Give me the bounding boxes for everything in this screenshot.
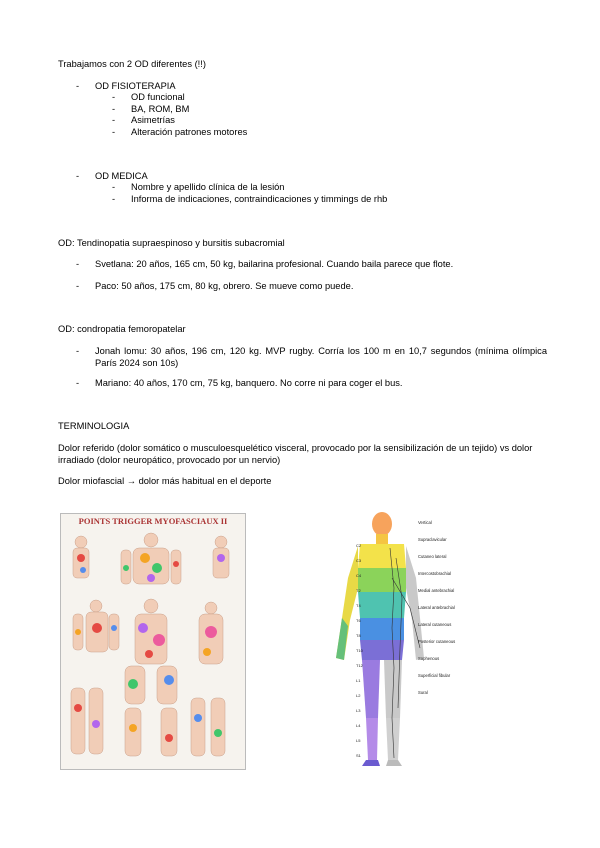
od-medica-title: OD MEDICA xyxy=(95,171,148,181)
bullet-dash: - xyxy=(76,378,80,388)
dermatome-code: L4 xyxy=(356,723,361,728)
case1-heading: OD: Tendinopatia supraespinoso y bursitis subacromial xyxy=(58,238,285,248)
case2-item: Jonah lomu: 30 años, 196 cm, 120 kg. MVP rugby. Corría los 100 m en 10,7 segundos (mínima olímpica París 2024 son 10s) xyxy=(95,346,547,368)
dermatome-code: S1 xyxy=(356,753,361,758)
od-fisio-item: BA, ROM, BM xyxy=(131,104,190,114)
od-fisio-title: OD FISIOTERAPIA xyxy=(95,81,176,91)
case1-item: Svetlana: 20 años, 165 cm, 50 kg, bailarina profesional. Cuando baila parece que flote. xyxy=(95,259,454,269)
bullet-dash: - xyxy=(112,115,116,125)
od-medica-item: Nombre y apellido clínica de la lesión xyxy=(131,182,285,192)
bullet-dash: - xyxy=(112,182,116,192)
trigger-points-chart xyxy=(60,513,246,770)
case2-item: Mariano: 40 años, 170 cm, 75 kg, banquero. No corre ni para coger el bus. xyxy=(95,378,403,388)
trigger-figures-illustration xyxy=(61,528,245,768)
case2-heading: OD: condropatia femoropatelar xyxy=(58,324,186,334)
dermatome-code: C4 xyxy=(356,573,362,578)
intro-text: Trabajamos con 2 OD diferentes (!!) xyxy=(58,59,206,69)
dermatome-code: T12 xyxy=(356,663,363,668)
dermatome-code: T10 xyxy=(356,648,363,653)
dermatome-label: Medial antebrachial xyxy=(418,588,455,593)
dermatome-code: L1 xyxy=(356,678,361,683)
terminology-paragraph: Dolor referido (dolor somático o musculoesquelético visceral, provocado por la sensibilización de un tejido) vs dolor irradiado (dolor neuropático, provocado por un nervio) xyxy=(58,443,533,465)
dermatome-chart xyxy=(320,508,470,770)
dermatome-code: T8 xyxy=(356,633,361,638)
bullet-dash: - xyxy=(76,259,80,269)
bullet-dash: - xyxy=(112,127,116,137)
dermatome-label: Superficial fibular xyxy=(418,673,451,678)
dermatome-label: Posterior cutaneous xyxy=(418,639,456,644)
od-fisio-item: OD funcional xyxy=(131,92,185,102)
dermatome-code: T2 xyxy=(356,588,361,593)
od-fisio-item: Asimetrías xyxy=(131,115,175,125)
dermatome-code: T6 xyxy=(356,618,361,623)
dermatome-body-illustration xyxy=(320,508,430,770)
bullet-dash: - xyxy=(76,81,80,91)
dermatome-code: L5 xyxy=(356,738,361,743)
od-medica-item: Informa de indicaciones, contraindicaciones y timmings de rhb xyxy=(131,194,388,204)
dermatome-label: Vertical xyxy=(418,520,432,525)
dermatome-labels xyxy=(418,514,455,701)
dermatome-label: Cutaneo lateral xyxy=(418,554,447,559)
bullet-dash: - xyxy=(112,92,116,102)
dermatome-code: C2 xyxy=(356,543,362,548)
od-fisio-item: Alteración patrones motores xyxy=(131,127,248,137)
bullet-dash: - xyxy=(112,104,116,114)
trigger-chart-title: POINTS TRIGGER MYOFASCIAUX II xyxy=(78,516,228,526)
dermatome-code: L2 xyxy=(356,693,361,698)
dermatome-code: C3 xyxy=(356,558,362,563)
dermatome-codes xyxy=(356,538,363,763)
dermatome-label: Lateral antebrachial xyxy=(418,605,455,610)
bullet-dash: - xyxy=(76,346,80,356)
terminology-heading: TERMINOLOGIA xyxy=(58,421,130,431)
dermatome-label: Supraclavicular xyxy=(418,537,447,542)
dermatome-label: Intercostobrachial xyxy=(418,571,452,576)
dermatome-code: T4 xyxy=(356,603,361,608)
dermatome-label: Saphenous xyxy=(418,656,440,661)
dermatome-label: Sural xyxy=(418,690,428,695)
dermatome-label: Lateral cutaneous xyxy=(418,622,452,627)
bullet-dash: - xyxy=(112,194,116,204)
bullet-dash: - xyxy=(76,171,80,181)
case1-item: Paco: 50 años, 175 cm, 80 kg, obrero. Se mueve como puede. xyxy=(95,281,354,291)
bullet-dash: - xyxy=(76,281,80,291)
terminology-paragraph: Dolor miofascial → dolor más habitual en el deporte xyxy=(58,476,272,486)
dermatome-code: L3 xyxy=(356,708,361,713)
